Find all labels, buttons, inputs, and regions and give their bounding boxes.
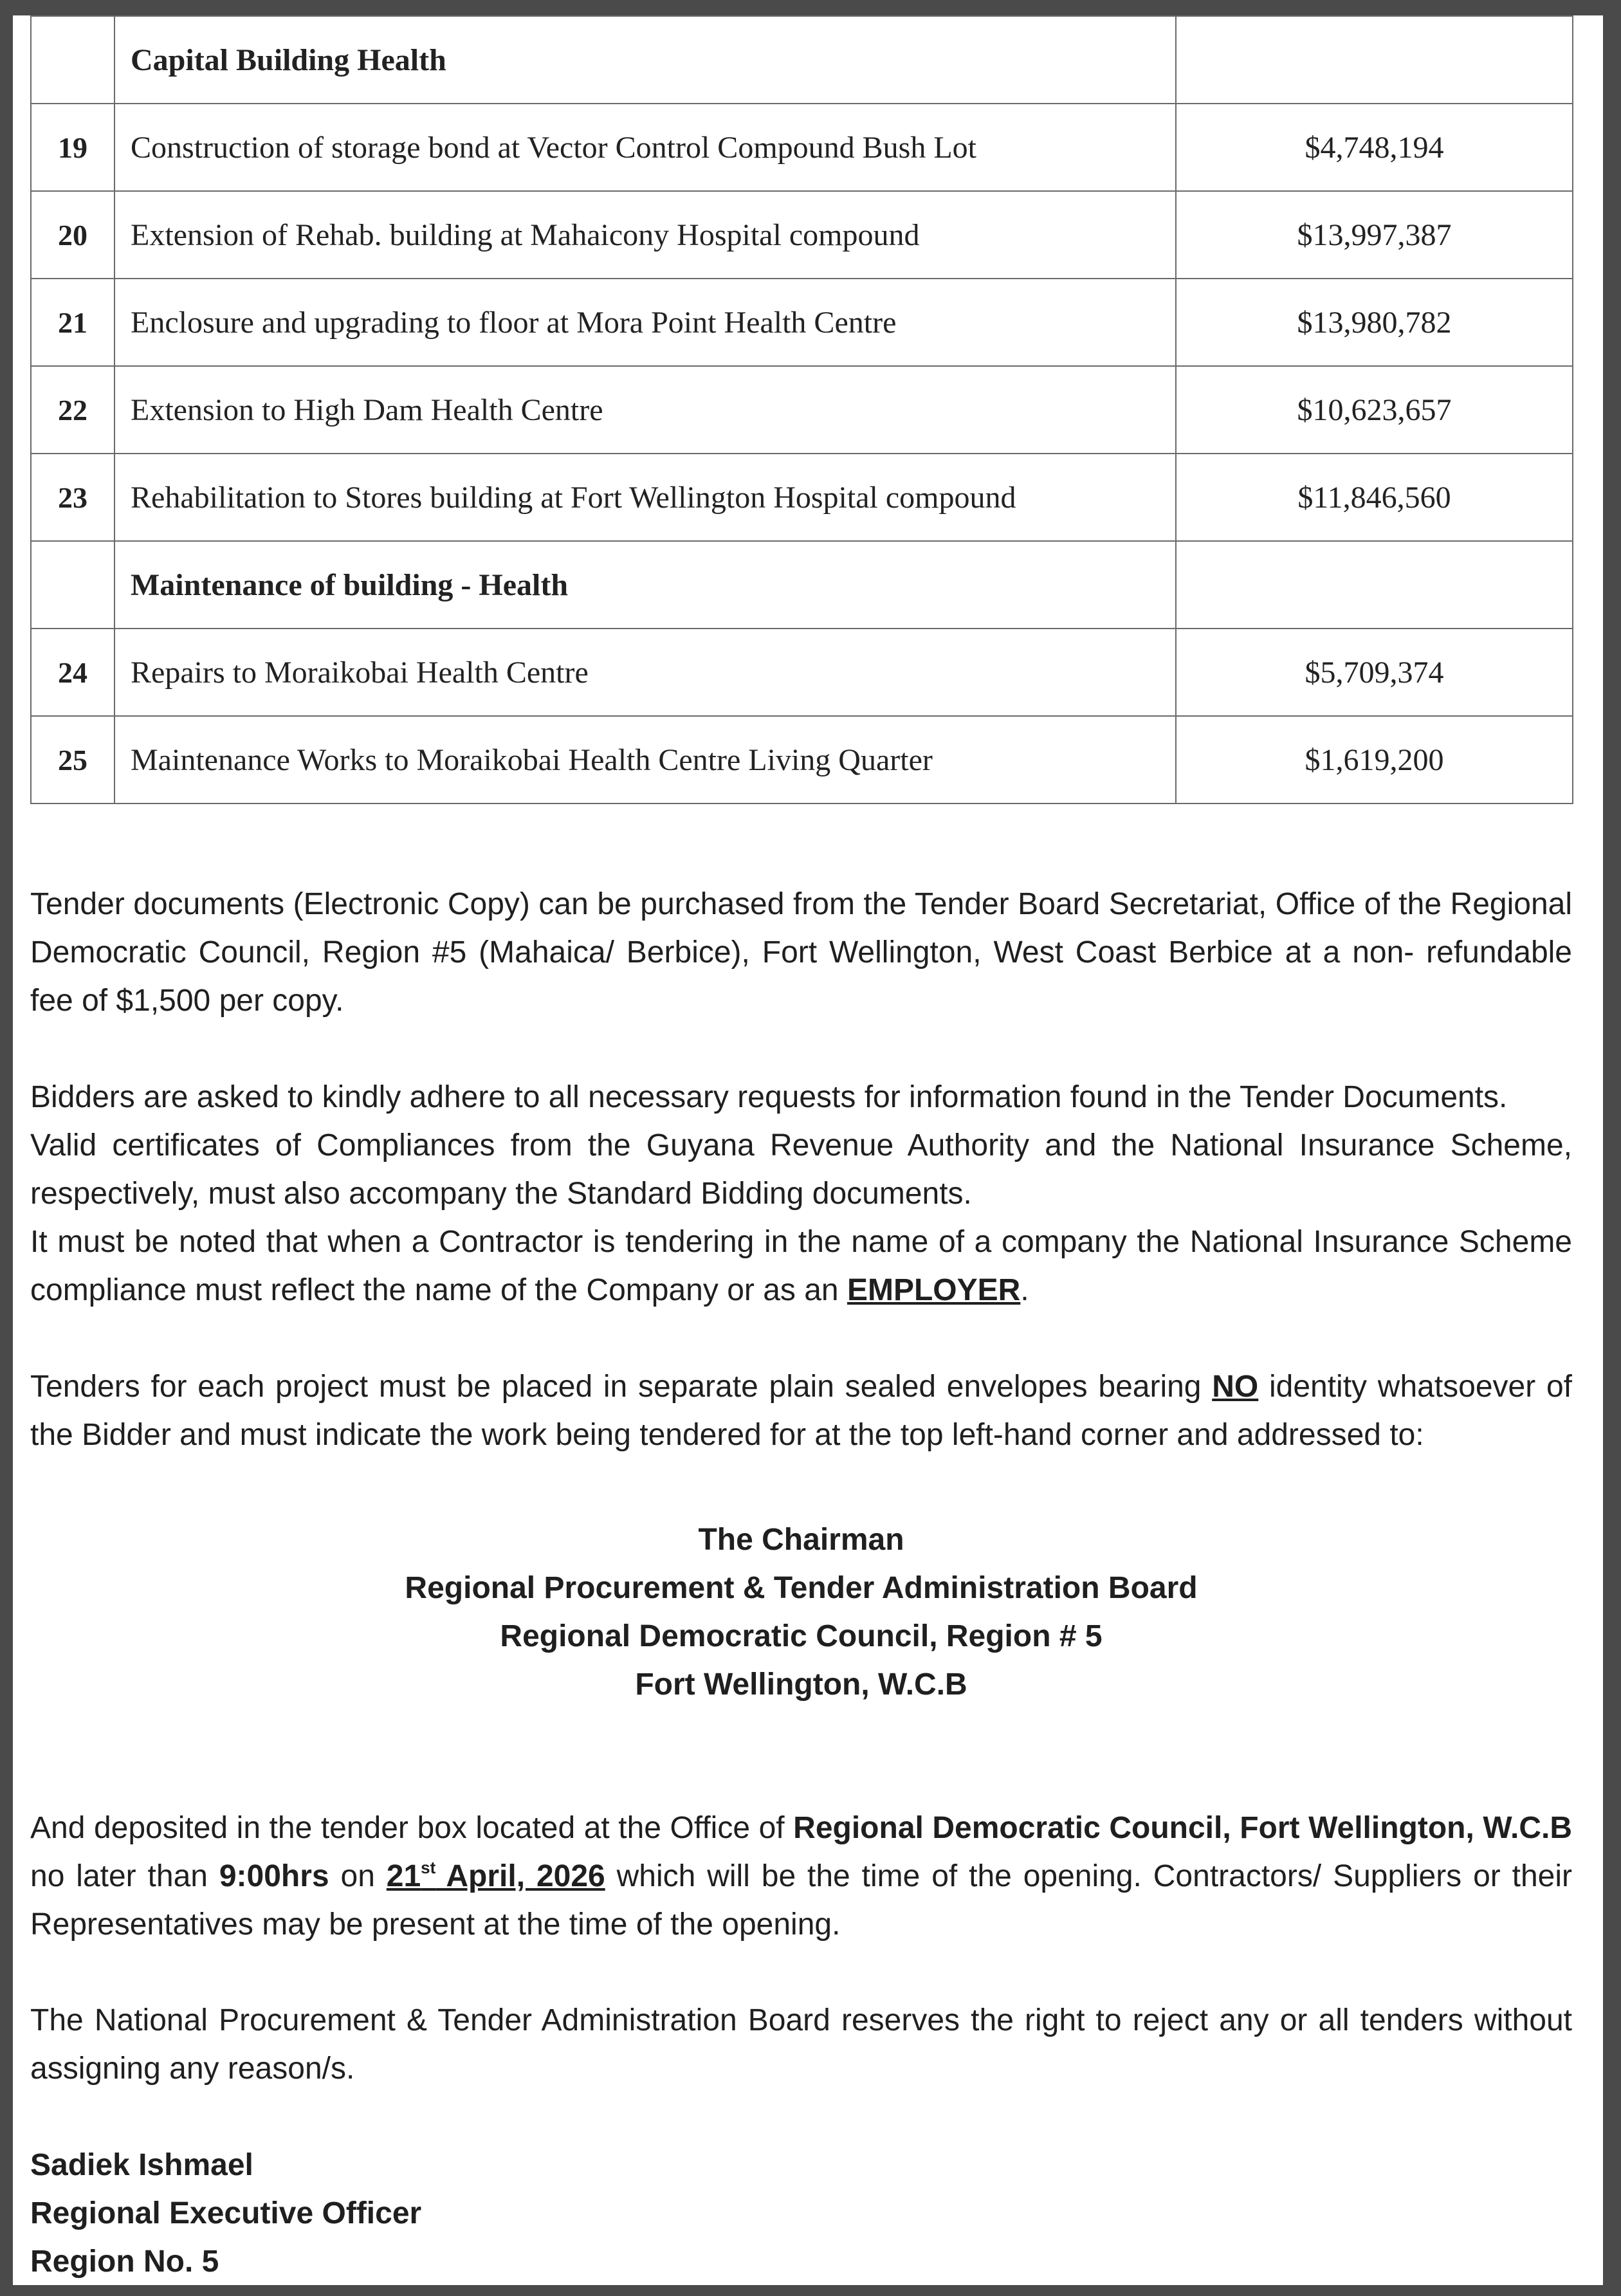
- envelopes-text-pre: Tenders for each project must be placed in separate plain sealed envelopes bearing: [30, 1370, 1213, 1404]
- table-row: [31, 366, 1573, 454]
- item-number: 23: [31, 454, 114, 541]
- bidders-line-2: Valid certificates of Compliances from the Guyana Revenue Authority and the National Insurance Scheme, respectively, must also accompany the Standard Bidding documents.: [30, 1128, 1572, 1211]
- item-number: 22: [31, 366, 114, 454]
- address-block: [30, 1516, 1572, 1709]
- envelopes-text-post: identity whatsoever of the Bidder and must indicate the work being tendered for at the top left-hand corner and addressed to:: [30, 1370, 1572, 1452]
- item-amount: $4,748,194: [1176, 104, 1573, 191]
- item-amount: $10,623,657: [1176, 366, 1573, 454]
- item-number: 21: [31, 279, 114, 366]
- signatory-region: Region No. 5: [30, 2245, 219, 2279]
- no-emphasis: NO: [1212, 1370, 1259, 1404]
- table-row: [31, 104, 1573, 191]
- item-number: [31, 16, 114, 104]
- deposit-text-mid1: no later than: [30, 1859, 219, 1893]
- deposit-date-day: 21: [386, 1859, 421, 1893]
- deposit-date-rest: April, 2026: [435, 1859, 605, 1893]
- item-description: Maintenance of building - Health: [114, 541, 1176, 629]
- item-amount: $5,709,374: [1176, 629, 1573, 716]
- employer-emphasis: EMPLOYER: [847, 1273, 1021, 1307]
- deposit-date-suffix: st: [421, 1858, 436, 1877]
- item-description: Rehabilitation to Stores building at Fort Wellington Hospital compound: [114, 454, 1176, 541]
- item-number: 24: [31, 629, 114, 716]
- deposit-text-mid2: on: [329, 1859, 387, 1893]
- address-council: Regional Democratic Council, Region # 5: [500, 1619, 1103, 1653]
- purchase-paragraph: Tender documents (Electronic Copy) can be purchased from the Tender Board Secretariat, Office of the Regional Democratic Council, Region #5 (Mahaica/ Berbice), Fort Wellington, West Coast Berbice at a non- refundable fee of $1,500 per copy.: [30, 887, 1572, 1018]
- deposit-text-post: which will be the time of the opening. Contractors/ Suppliers or their Representatives may be present at the time of the opening.: [30, 1859, 1572, 1942]
- item-amount: [1176, 541, 1573, 629]
- deposit-text-pre: And deposited in the tender box located at the Office of: [30, 1811, 794, 1845]
- item-description: Extension of Rehab. building at Mahaicony Hospital compound: [114, 191, 1176, 279]
- address-location: Fort Wellington, W.C.B: [635, 1667, 967, 1702]
- bidders-line-3-text: It must be noted that when a Contractor is tendering in the name of a company the National Insurance Scheme compliance must reflect the name of the Company or as an: [30, 1225, 1572, 1307]
- table-row: [31, 716, 1573, 804]
- deposit-office: Regional Democratic Council, Fort Wellington, W.C.B: [793, 1811, 1573, 1845]
- item-number: 25: [31, 716, 114, 804]
- deposit-time: 9:00hrs: [219, 1859, 329, 1893]
- envelopes-paragraph: [30, 1363, 1572, 1459]
- bidders-paragraph: [30, 1073, 1572, 1314]
- bidders-line-3-end: .: [1020, 1273, 1029, 1307]
- signatory-title: Regional Executive Officer: [30, 2196, 422, 2230]
- table-row: [31, 279, 1573, 366]
- table-row: [31, 454, 1573, 541]
- item-description: Capital Building Health: [114, 16, 1176, 104]
- item-number: 20: [31, 191, 114, 279]
- item-amount: [1176, 16, 1573, 104]
- item-amount: $13,980,782: [1176, 279, 1573, 366]
- item-description: Maintenance Works to Moraikobai Health Centre Living Quarter: [114, 716, 1176, 804]
- signature-block: [30, 2141, 802, 2286]
- address-chairman: The Chairman: [698, 1523, 904, 1557]
- item-amount: $1,619,200: [1176, 716, 1573, 804]
- item-number: 19: [31, 104, 114, 191]
- deposit-paragraph: [30, 1804, 1572, 1949]
- bidders-line-3: [30, 1218, 1572, 1314]
- item-description: Construction of storage bond at Vector Control Compound Bush Lot: [114, 104, 1176, 191]
- reserve-paragraph: The National Procurement & Tender Administration Board reserves the right to reject any or all tenders without assigning any reason/s.: [30, 2003, 1572, 2086]
- deposit-date: [387, 1859, 605, 1893]
- table-section-row: [31, 541, 1573, 629]
- signatory-name: Sadiek Ishmael: [30, 2148, 253, 2182]
- item-description: Enclosure and upgrading to floor at Mora Point Health Centre: [114, 279, 1176, 366]
- tender-items-table: [30, 15, 1573, 804]
- bidders-line-1: Bidders are asked to kindly adhere to all necessary requests for information found in the Tender Documents.: [30, 1080, 1508, 1114]
- item-amount: $13,997,387: [1176, 191, 1573, 279]
- document-content: [30, 15, 1573, 2279]
- document-page: [13, 15, 1603, 2285]
- item-amount: $11,846,560: [1176, 454, 1573, 541]
- item-description: Repairs to Moraikobai Health Centre: [114, 629, 1176, 716]
- address-board: Regional Procurement & Tender Administration Board: [405, 1571, 1198, 1605]
- item-number: [31, 541, 114, 629]
- table-row: [31, 629, 1573, 716]
- table-row: [31, 191, 1573, 279]
- item-description: Extension to High Dam Health Centre: [114, 366, 1176, 454]
- table-section-row: [31, 16, 1573, 104]
